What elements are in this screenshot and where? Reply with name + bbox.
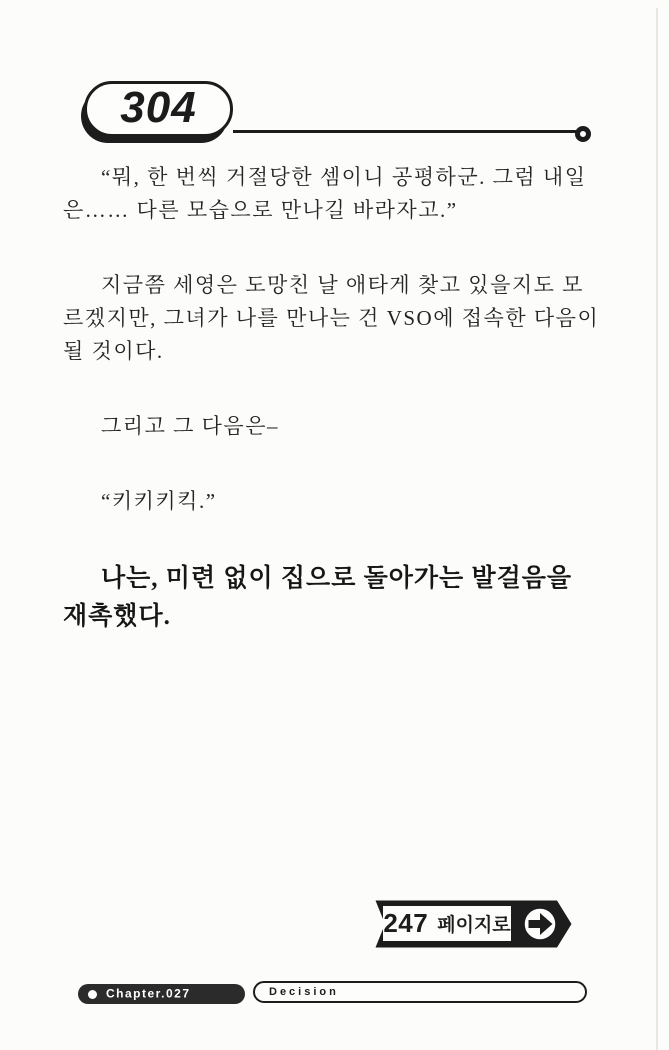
section-title-label: Decision: [269, 986, 339, 998]
story-text: [63, 161, 601, 678]
line-end-ring-icon: [575, 126, 591, 142]
chapter-badge: [78, 984, 245, 1004]
page-number: 304: [120, 83, 197, 132]
bullet-dot-icon: [88, 990, 97, 999]
paragraph-narration-1: 지금쯤 세영은 도망친 날 애타게 찾고 있을지도 모르겠지만, 그녀가 나를 만나는 건 VSO에 접속한 다음이 될 것이다.: [63, 273, 600, 363]
goto-page-label: [383, 906, 511, 941]
paragraph-emphasis: 나는, 미련 없이 집으로 돌아가는 발걸음을 재촉했다.: [63, 565, 573, 630]
goto-page-number: 247: [383, 908, 429, 938]
section-title-badge: [253, 981, 587, 1003]
page-edge-line: [656, 8, 658, 1050]
paragraph-quote-1: “뭐, 한 번씩 거절당한 셈이니 공평하군. 그럼 내일은…… 다른 모습으로 만나길 바라자고.”: [63, 165, 587, 222]
page-number-badge: [84, 81, 233, 137]
header-rule-line: [233, 130, 576, 133]
paragraph-quote-2: “키키키킥.”: [101, 489, 217, 513]
chapter-label: Chapter.027: [106, 986, 191, 1001]
goto-page-button[interactable]: [375, 900, 572, 948]
goto-page-suffix: 페이지로: [437, 915, 511, 936]
paragraph-narration-2: 그리고 그 다음은–: [101, 414, 280, 438]
